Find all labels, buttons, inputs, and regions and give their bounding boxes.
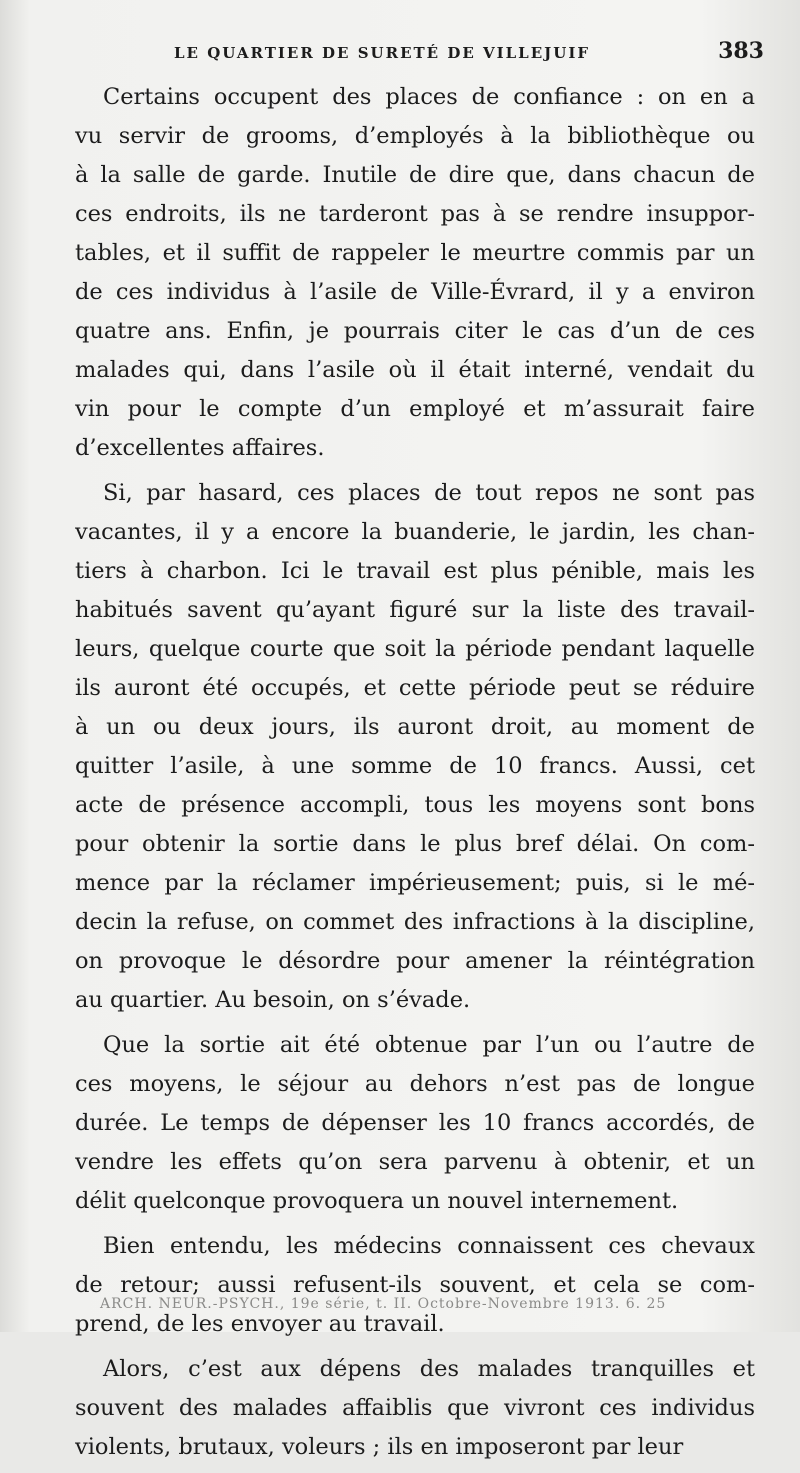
- text-line: ils auront été occupés, et cette période peut se réduire: [75, 675, 755, 701]
- text-line: prend, de les envoyer au travail.: [75, 1311, 445, 1337]
- body-text: [75, 78, 755, 1473]
- page-number: 383: [718, 38, 764, 64]
- text-line: délit quelconque provoquera un nouvel internement.: [75, 1188, 679, 1214]
- paragraph: [75, 1350, 755, 1467]
- text-line: d’excellentes affaires.: [75, 435, 325, 461]
- running-title: LE QUARTIER DE SURETÉ DE VILLEJUIF: [174, 44, 591, 62]
- text-line: vin pour le compte d’un employé et m’assurait faire: [75, 396, 755, 422]
- text-line: à un ou deux jours, ils auront droit, au moment de: [75, 714, 755, 740]
- text-line: Si, par hasard, ces places de tout repos ne sont pas: [103, 480, 755, 506]
- paragraph: [75, 1026, 755, 1221]
- text-line: habitués savent qu’ayant figuré sur la liste des travail-: [75, 597, 755, 623]
- text-line: Alors, c’est aux dépens des malades tranquilles et: [103, 1356, 755, 1382]
- text-line: mence par la réclamer impérieusement; puis, si le mé-: [75, 870, 755, 896]
- text-line: de ces individus à l’asile de Ville-Évrard, il y a environ: [75, 279, 755, 305]
- text-line: violents, brutaux, voleurs ; ils en imposeront par leur: [75, 1434, 684, 1460]
- text-line: souvent des malades affaiblis que vivront ces individus: [75, 1395, 755, 1421]
- text-line: vendre les effets qu’on sera parvenu à obtenir, et un: [75, 1149, 755, 1175]
- paragraph: [75, 474, 755, 1020]
- text-line: tables, et il suffit de rappeler le meurtre commis par un: [75, 240, 755, 266]
- text-line: de retour; aussi refusent-ils souvent, et cela se com-: [75, 1272, 755, 1298]
- text-line: à la salle de garde. Inutile de dire que, dans chacun de: [75, 162, 755, 188]
- text-line: Bien entendu, les médecins connaissent ces chevaux: [103, 1233, 755, 1259]
- page-footer: ARCH. NEUR.-PSYCH., 19e série, t. II. Octobre-Novembre 1913. 6. 25: [100, 1296, 667, 1312]
- paragraph: [75, 78, 755, 468]
- text-line: durée. Le temps de dépenser les 10 francs accordés, de: [75, 1110, 755, 1136]
- text-line: au quartier. Au besoin, on s’évade.: [75, 987, 471, 1013]
- text-line: pour obtenir la sortie dans le plus bref délai. On com-: [75, 831, 755, 857]
- text-line: decin la refuse, on commet des infractions à la discipline,: [75, 909, 755, 935]
- text-line: quitter l’asile, à une somme de 10 francs. Aussi, cet: [75, 753, 755, 779]
- text-line: leurs, quelque courte que soit la période pendant laquelle: [75, 636, 755, 662]
- text-line: tiers à charbon. Ici le travail est plus pénible, mais les: [75, 558, 755, 584]
- paragraph: [75, 1227, 755, 1344]
- text-line: Certains occupent des places de confiance : on en a: [103, 84, 755, 110]
- text-line: Que la sortie ait été obtenue par l’un ou l’autre de: [103, 1032, 755, 1058]
- text-line: acte de présence accompli, tous les moyens sont bons: [75, 792, 755, 818]
- text-line: ces moyens, le séjour au dehors n’est pas de longue: [75, 1071, 755, 1097]
- text-line: ces endroits, ils ne tarderont pas à se rendre insuppor-: [75, 201, 755, 227]
- text-line: vu servir de grooms, d’employés à la bibliothèque ou: [75, 123, 755, 149]
- page-header: [174, 36, 764, 72]
- text-line: on provoque le désordre pour amener la réintégration: [75, 948, 755, 974]
- text-line: vacantes, il y a encore la buanderie, le jardin, les chan-: [75, 519, 755, 545]
- text-line: quatre ans. Enfin, je pourrais citer le cas d’un de ces: [75, 318, 755, 344]
- text-line: malades qui, dans l’asile où il était interné, vendait du: [75, 357, 755, 383]
